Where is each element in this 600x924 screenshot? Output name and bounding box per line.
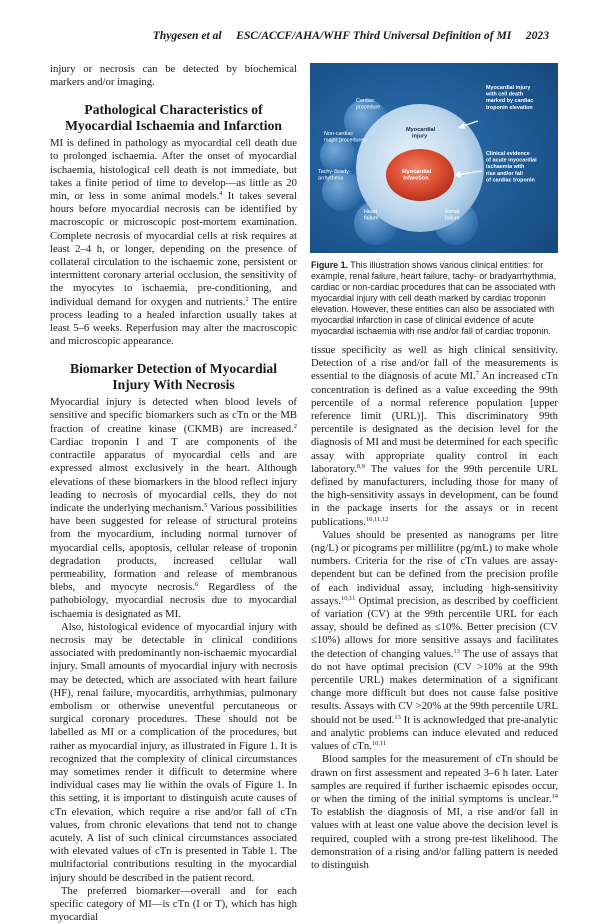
figure-1	[310, 63, 558, 253]
text-run: Various possibilities have been suggested for release of structural proteins from the myocardium, including normal turnover of myocardial cells, apoptosis, cellular release of troponin degradation products, increased cellular wall permeability, formation and release of membranous blebs, and myocyte necrosis.	[50, 501, 297, 594]
section-heading-biomarker: Biomarker Detection of Myocardial Injury With Necrosis	[70, 361, 277, 392]
text-run: Blood samples for the measurement of cTn should be drawn on first assessment and repeated 3–6 h later. Later samples are required if further ischaemic episodes occur, or when the timing of the initial symptoms is unclear.	[311, 753, 558, 805]
running-header: Thygesen et al ESC/ACCF/AHA/WHF Third Universal Definition of MI 2023	[152, 29, 549, 42]
figure-caption-label: Figure 1.	[311, 260, 348, 270]
reference: 10,11	[371, 740, 387, 748]
label-tachy: Tachy-/brady-arrhythmia	[318, 169, 351, 182]
label-non-cardiac: Non-cardiac major procedures	[324, 131, 366, 144]
paragraph-pathology	[50, 137, 297, 348]
label-injury-cell-death: Myocardial injury with cell death marked by cardiac troponin elevation	[486, 85, 534, 111]
reference: 6	[195, 581, 199, 589]
text-run: The entire process leading to a healed infarction usually takes at least 5–6 weeks. Reperfusion may alter the macroscopic and microscopic appearance.	[50, 295, 297, 348]
reference: 14	[551, 792, 558, 800]
paragraph-histology: Also, histological evidence of myocardial injury with necrosis may be detectable in clinical conditions associated with predominantly non-ischaemic myocardial injury. Small amounts of myocardial injury with necrosis may be detected, which are associated with heart failure (HF), renal failure, myocarditis, arrhythmias, pulmonary embolism or otherwise uneventful percutaneous or surgical coronary procedures. These should not be labelled as MI or a complication of the procedures, but rather as myocardial injury, as illustrated in Figure 1. It is recognized that the complexity of clinical circumstances may sometimes render it difficult to determine where individual cases may lie within the ovals of Figure 1. In this setting, it is important to distinguish acute causes of cTn elevation, which require a rise and/or fall of cTn values, from chronic elevations that tend not to change acutely. A list of such clinical circumstances associated with elevated values of cTn is presented in Table 1. The multifactorial contributions resulting in the myocardial injury should be described in the patient record.	[50, 620, 297, 884]
text-run: Values should be presented as nanograms per litre (ng/L) or picograms per millilitre (pg/mL) to make whole numbers. Criteria for the rise of cTn values are assay-dependent but can be defined from the precision profile of each individual assay, including high-sensitivity assays.	[311, 528, 558, 607]
reference: 10,11	[340, 594, 356, 602]
text-run: It takes several hours before myocardial necrosis can be identified by macroscopic or microscopic post-mortem examination. Complete necrosis of myocardial cells at risk requires at least 2–4 h, or longer, depending on the presence of collateral circulation to the ischaemic zone, persistent or intermittent coronary arterial occlusion, the sensitivity of the myocytes to ischaemia, pre-conditioning, and individual demand for oxygen and nutrients.	[50, 190, 298, 308]
label-clinical-evidence: Clinical evidence of acute myocardial ischaemia with rise and/or fall of cardiac troponin	[486, 151, 537, 184]
text-run: The values for the 99th percentile URL defined by manufacturers, including those for many of the high-sensitivity assays in development, can be found in the package inserts for the assays or in recent publications.	[311, 462, 558, 528]
text-run: Regardless of the pathobiology, myocardial necrosis due to myocardial ischaemia is designated as MI.	[50, 581, 297, 620]
reference: 13	[453, 647, 460, 655]
reference: 7	[475, 370, 480, 378]
figure-caption-text: This illustration shows various clinical entities: for example, renal failure, heart failure, tachy- or bradyarrhythmia, cardiac or non-cardiac procedures that can be associated with myocardial injury with cell death marked by cardiac troponin elevation. However, these entities can also be associated with myocardial infarction in case of clinical evidence of acute myocardial ischaemia with rise and/or fall of cardiac troponin.	[311, 260, 557, 336]
left-column	[50, 63, 297, 924]
paragraph-values	[311, 529, 558, 753]
text-run: MI is defined in pathology as myocardial cell death due to prolonged ischaemia. After the onset of myocardial ischaemia, histological cell death is not immediate, but takes a finite period of time to develop—as little as 20 min, or less in some animal models.	[50, 137, 297, 203]
right-column	[311, 344, 558, 872]
paragraph-preferred-biomarker: The preferred biomarker—overall and for each specific category of MI—is cTn (I or T), which has high myocardial	[50, 884, 297, 924]
text-run: To establish the diagnosis of MI, a rise and/or fall in values with at least one value above the decision level is required, coupled with a strong pre-test likelihood. The demonstration of a rising and/or falling pattern is needed to distinguish	[311, 806, 558, 871]
paragraph-biomarker	[50, 396, 297, 620]
text-run: Cardiac troponin I and T are components of the contractile apparatus of myocardial cells and are expressed almost exclusively in the heart. Although elevations of these biomarkers in the blood reflect injury leading to necrosis of myocardial cells, they do not indicate the underlying mechanism.	[50, 435, 297, 514]
text-run: tissue specificity as well as high clinical sensitivity. Detection of a rise and/or fall of the measurements is essential to the diagnosis of acute MI.	[311, 344, 558, 383]
section-heading-pathology: Pathological Characteristics of Myocardial Ischaemia and Infarction	[65, 102, 282, 133]
intro-text: injury or necrosis can be detected by biochemical markers and/or imaging.	[50, 63, 297, 89]
label-cardiac-procedure: Cardiac procedure	[356, 98, 381, 111]
label-myocardial-infarction: Myocardial infarction	[402, 169, 432, 182]
reference: 13	[394, 713, 401, 721]
reference: 2	[293, 422, 297, 430]
text-run: It is acknowledged that pre-analytic and analytic problems can induce elevated and reduced values of cTn.	[311, 713, 558, 753]
reference: 5	[203, 501, 208, 509]
paragraph-blood-samples	[311, 753, 558, 872]
text-run: An increased cTn concentration is defined as a value exceeding the 99th percentile of a normal reference population [upper reference limit (URL)]. This discriminatory 99th percentile is designated as the decision level for the diagnosis of MI and must be determined for each specific assay with appropriate quality control in each laboratory.	[311, 370, 558, 475]
figure-caption	[311, 260, 558, 337]
text-run: Optimal precision, as described by coefficient of variation (CV) at the 99th percentile URL for each assay, should be defined as ≤10%. Better precision (CV ≤10%) allows for more sensitive assays and facilitates the detection of changing values.	[311, 594, 558, 660]
label-heart-failure: Heart failure	[364, 209, 379, 222]
paragraph-tissue-specificity	[311, 344, 558, 529]
label-myocardial-injury: Myocardial injury	[406, 127, 436, 140]
reference: 8,9	[356, 462, 366, 470]
reference: 2	[245, 295, 249, 303]
reference: 10,11,12	[365, 515, 389, 523]
reference: 4	[219, 190, 223, 198]
text-run: The use of assays that do not have optimal precision (CV >10% at the 99th percentile URL) makes determination of a significant change more difficult but does not cause false positive results. Assays with CV >20% at the 99th percentile URL should not be used.	[311, 647, 559, 726]
label-renal-failure: Renal failure	[445, 209, 460, 222]
figure-illustration	[310, 63, 558, 253]
text-run: Myocardial injury is detected when blood levels of sensitive and specific biomarkers such as cTn or the MB fraction of creatine kinase (CKMB) are increased.	[50, 396, 297, 435]
